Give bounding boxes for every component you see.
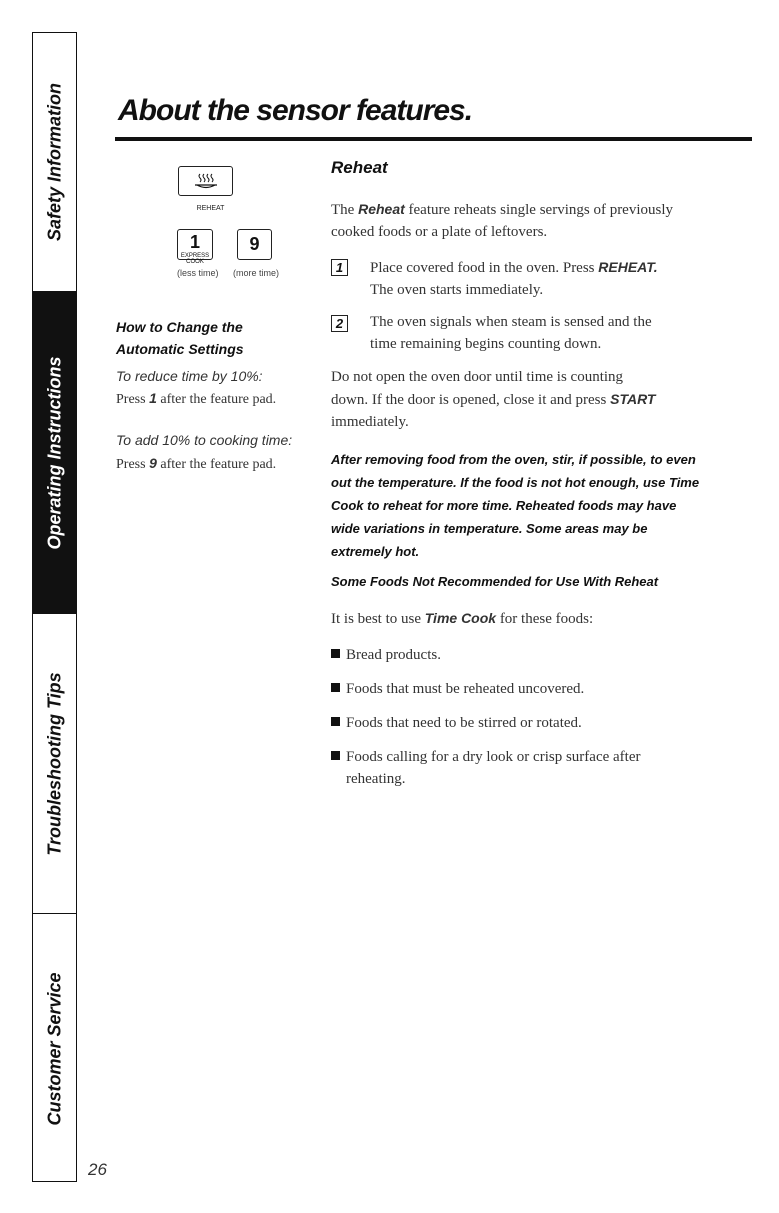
section-tab-bar [32, 32, 77, 1182]
reheat-key [178, 166, 233, 196]
list-item: Bread products. [331, 644, 641, 666]
reduce-time-label: To reduce time by 10%: [116, 368, 263, 384]
steam-plate-icon [179, 167, 231, 194]
tab-safety-information[interactable] [33, 33, 76, 292]
list-item: Foods that must be reheated uncovered. [331, 678, 641, 700]
not-recommended-list [331, 644, 641, 790]
key-subtitle: EXPRESS COOK [180, 253, 210, 265]
tab-label: Customer Service [44, 971, 64, 1126]
title-rule [115, 137, 752, 141]
tab-label: Troubleshooting Tips [44, 671, 64, 856]
key-1-express-cook [177, 229, 213, 265]
add-time-text: Press 9 after the feature pad. [116, 455, 277, 472]
page-title: About the sensor features. [118, 94, 473, 127]
tab-troubleshooting-tips[interactable] [33, 614, 76, 914]
time-cook-note: It is best to use Time Cook for these foods: [331, 610, 594, 627]
bullet-icon [331, 751, 340, 760]
change-settings-heading [116, 316, 244, 360]
add-time-label: To add 10% to cooking time: [116, 432, 293, 448]
step-1-number: 1 [331, 259, 348, 276]
more-time-caption: (more time) [233, 268, 280, 278]
page-number: 26 [88, 1160, 107, 1179]
tab-label: Safety Information [44, 82, 64, 242]
key-number: 1 [189, 232, 200, 252]
reheat-label: REHEAT [196, 205, 225, 212]
bullet-icon [331, 717, 340, 726]
heading-line: Automatic Settings [116, 341, 244, 357]
reheat-intro: The Reheat feature reheats single servings of previously cooked foods or a plate of leftovers. [331, 201, 674, 240]
less-time-caption: (less time) [177, 268, 219, 278]
stir-warning: After removing food from the oven, stir, if possible, to even out the temperature. If the food is not hot enough, use Time Cook to reheat for more time. Reheated foods may have wide variations in temperature. Some areas may be extremely hot. [331, 452, 700, 559]
list-item: Foods that need to be stirred or rotated. [331, 712, 641, 734]
reheat-heading: Reheat [331, 158, 388, 177]
step-2-number: 2 [331, 315, 348, 332]
tab-customer-service[interactable] [33, 914, 76, 1183]
door-warning-text: Do not open the oven door until time is counting down. If the door is opened, close it and press START immediately. [331, 369, 656, 430]
heading-line: How to Change the [116, 319, 243, 335]
step-1-text: Place covered food in the oven. Press REHEAT. The oven starts immediately. [370, 259, 658, 298]
key-9 [237, 229, 272, 260]
key-number: 9 [249, 234, 260, 254]
bullet-icon [331, 683, 340, 692]
not-recommended-heading: Some Foods Not Recommended for Use With Reheat [331, 574, 659, 589]
reduce-time-text: Press 1 after the feature pad. [116, 390, 277, 407]
step-2-text: The oven signals when steam is sensed and the time remaining begins counting down. [370, 314, 652, 352]
bullet-icon [331, 649, 340, 658]
tab-operating-instructions[interactable] [33, 292, 76, 614]
tab-label: Operating Instructions [44, 355, 64, 550]
list-item: Foods calling for a dry look or crisp surface after reheating. [331, 746, 641, 790]
